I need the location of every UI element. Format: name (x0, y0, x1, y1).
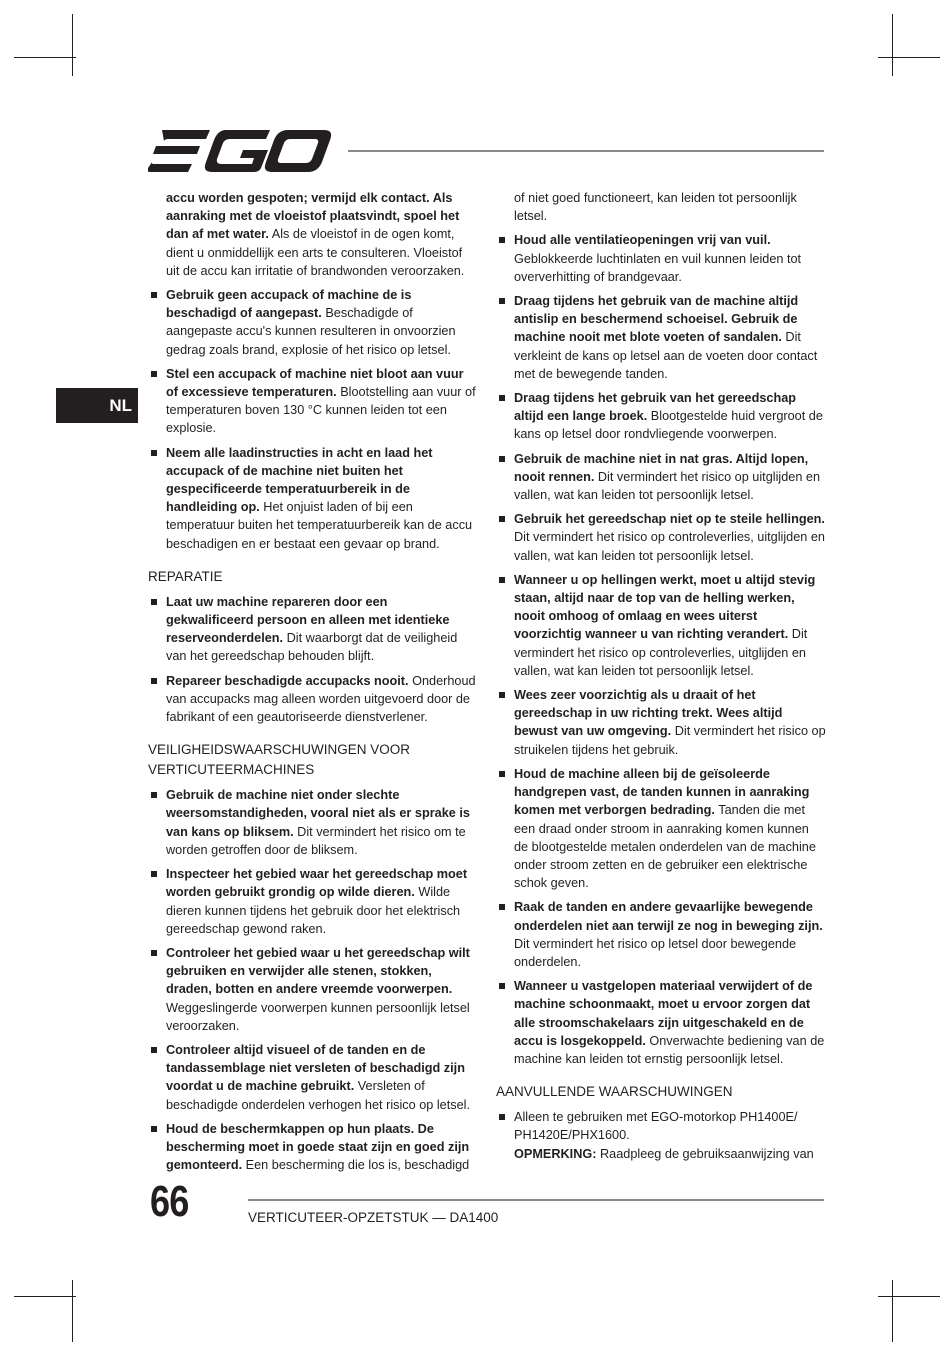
bullet-icon (151, 678, 157, 684)
list-item: Gebruik de machine niet in nat gras. Altijd lopen, nooit rennen. Dit vermindert het risico op uitglijden en vallen, wat kan leiden tot persoonlijk letsel. (496, 450, 826, 505)
section-heading-safety: VEILIGHEIDSWAARSCHUWINGEN VOOR VERTICUTEERMACHINES (148, 742, 411, 778)
list-item: Draag tijdens het gebruik van het gereedschap altijd een lange broek. Blootgestelde huid vergroot de kans op letsel door rondvliegende voorwerpen. (496, 389, 826, 444)
list-item: Controleer altijd visueel of de tanden en de tandassemblage niet versleten of beschadigd zijn voordat u de machine gebruikt. Versleten of beschadigde onderdelen verhogen het risico op letsel. (148, 1041, 478, 1114)
bullet-icon (151, 1126, 157, 1132)
list-item: Wanneer u op hellingen werkt, moet u altijd stevig staan, altijd naar de top van de helling werken, nooit omhoog of omlaag en wees uiterst voorzichtig wanneer u van richting verandert. Dit vermindert het risico op controleverlies, uitglijden en vallen, wat kan leiden tot persoonlijk letsel. (496, 571, 826, 680)
left-column (148, 189, 478, 1180)
bullet-icon (499, 298, 505, 304)
bullet-icon (151, 1047, 157, 1053)
bullet-icon (499, 692, 505, 698)
bullet-icon (151, 792, 157, 798)
list-item: Laat uw machine repareren door een gekwalificeerd persoon en alleen met identieke reserveonderdelen. Dit waarborgt dat de veiligheid van het gereedschap behouden blijft. (148, 593, 478, 666)
bullet-icon (151, 950, 157, 956)
bullet-icon (151, 450, 157, 456)
list-item: Wees zeer voorzichtig als u draait of het gereedschap in uw richting trekt. Wees altijd bewust van uw omgeving. Dit vermindert het risico op struikelen tijdens het gebruik. (496, 686, 826, 759)
list-item: Draag tijdens het gebruik van de machine altijd antislip en beschermend schoeisel. Gebruik de machine nooit met blote voeten of sandalen. Dit verkleint de kans op letsel aan de voeten door contact met de bewegende tanden. (496, 292, 826, 383)
list-item: Houd de beschermkappen op hun plaats. De bescherming moet in goede staat zijn en goed zijn gemonteerd. Een bescherming die los is, beschadigd (148, 1120, 478, 1175)
crop-mark (878, 57, 940, 58)
page-number: 66 (150, 1177, 189, 1226)
bullet-icon (151, 599, 157, 605)
list-item: Gebruik de machine niet onder slechte weersomstandigheden, vooral niet als er sprake is van kans op bliksem. Dit vermindert het risico om te worden getroffen door de bliksem. (148, 786, 478, 859)
bullet-icon (499, 456, 505, 462)
intro-paragraph: accu worden gespoten; vermijd elk contact. Als aanraking met de vloeistof plaatsvindt, spoel het dan af met water. Als de vloeistof in de ogen komt, dient u onmiddellijk een arts te consulteren. Vloeistof uit de accu kan irritatie of brandwonden veroorzaken. (166, 191, 465, 278)
list-item: Houd de machine alleen bij de geïsoleerde handgrepen vast, de tanden kunnen in aanraking komen met verborgen bedrading. Tanden die met een draad onder stroom in aanraking komen kunnen de blootgestelde metalen onderdelen van de machine onder stroom zetten en de gebruiker een elektrische schok geven. (496, 765, 826, 892)
list-item: Controleer het gebied waar u het gereedschap wilt gebruiken en verwijder alle stenen, stokken, draden, botten en andere vreemde voorwerpen. Weggeslingerde voorwerpen kunnen persoonlijk letsel veroorzaken. (148, 944, 478, 1035)
bullet-icon (499, 577, 505, 583)
note-label: OPMERKING: (514, 1146, 597, 1161)
crop-mark (878, 1296, 940, 1297)
list-item: Alleen te gebruiken met EGO-motorkop PH1400E/ PH1420E/PHX1600. OPMERKING: Raadpleeg de gebruiksaanwijzing van (496, 1108, 826, 1163)
ego-logo (148, 128, 332, 174)
crop-mark (892, 14, 893, 76)
bullet-icon (499, 516, 505, 522)
list-item: Stel een accupack of machine niet bloot aan vuur of excessieve temperaturen. Blootstelling aan vuur of temperaturen boven 130 °C kunnen leiden tot een explosie. (148, 365, 478, 438)
list-item: Houd alle ventilatieopeningen vrij van vuil. Geblokkeerde luchtinlaten en vuil kunnen leiden tot oververhitting of brandgevaar. (496, 231, 826, 286)
crop-mark (72, 14, 73, 76)
list-item: Repareer beschadigde accupacks nooit. Onderhoud van accupacks mag alleen worden uitgevoerd door de fabrikant of een geautoriseerde dienstverlener. (148, 672, 478, 727)
footer-rule (248, 1199, 824, 1201)
crop-mark (72, 1280, 73, 1342)
bullet-icon (151, 871, 157, 877)
bullet-icon (499, 395, 505, 401)
list-item: Neem alle laadinstructies in acht en laad het accupack of de machine niet buiten het gespecificeerde temperatuurbereik in de handleiding op. Het onjuist laden of bij een temperatuur buiten het temperatuurbereik kan de accu beschadigen en er bestaat een gevaar op brand. (148, 444, 478, 553)
crop-mark (892, 1280, 893, 1342)
footer-title: VERTICUTEER-OPZETSTUK — DA1400 (248, 1210, 499, 1225)
language-tab: NL (56, 388, 138, 423)
bullet-icon (151, 371, 157, 377)
list-item: Inspecteer het gebied waar het gereedschap moet worden gebruikt grondig op wilde dieren. Wilde dieren kunnen tijdens het gebruik door het elektrisch gereedschap gewond raken. (148, 865, 478, 938)
right-column (496, 189, 826, 1169)
list-item: Raak de tanden en andere gevaarlijke bewegende onderdelen niet aan terwijl ze nog in beweging zijn. Dit vermindert het risico op letsel door bewegende onderdelen. (496, 898, 826, 971)
bullet-icon (499, 983, 505, 989)
section-heading-extra: AANVULLENDE WAARSCHUWINGEN (496, 1084, 733, 1100)
bullet-icon (499, 1114, 505, 1120)
bullet-icon (499, 771, 505, 777)
bullet-icon (499, 237, 505, 243)
continuation-paragraph: of niet goed functioneert, kan leiden tot persoonlijk letsel. (514, 191, 797, 224)
bullet-icon (151, 292, 157, 298)
bullet-icon (499, 904, 505, 910)
header-rule (348, 150, 824, 152)
section-heading-repair: REPARATIE (148, 568, 223, 584)
list-item: Gebruik geen accupack of machine de is beschadigd of aangepast. Beschadigde of aangepaste accu's kunnen resulteren in onvoorzien gedrag zoals brand, explosie of het risico op letsel. (148, 286, 478, 359)
note-text: Raadpleeg de gebruiksaanwijzing van (596, 1146, 814, 1161)
crop-mark (14, 1296, 76, 1297)
crop-mark (14, 57, 76, 58)
list-item: Gebruik het gereedschap niet op te steile hellingen. Dit vermindert het risico op controleverlies, uitglijden en vallen, wat kan leiden tot persoonlijk letsel. (496, 510, 826, 565)
list-item: Wanneer u vastgelopen materiaal verwijdert of de machine schoonmaakt, moet u ervoor zorgen dat alle stroomschakelaars zijn uitgeschakeld en de accu is losgekoppeld. Onverwachte bediening van de machine kan leiden tot ernstig persoonlijk letsel. (496, 977, 826, 1068)
